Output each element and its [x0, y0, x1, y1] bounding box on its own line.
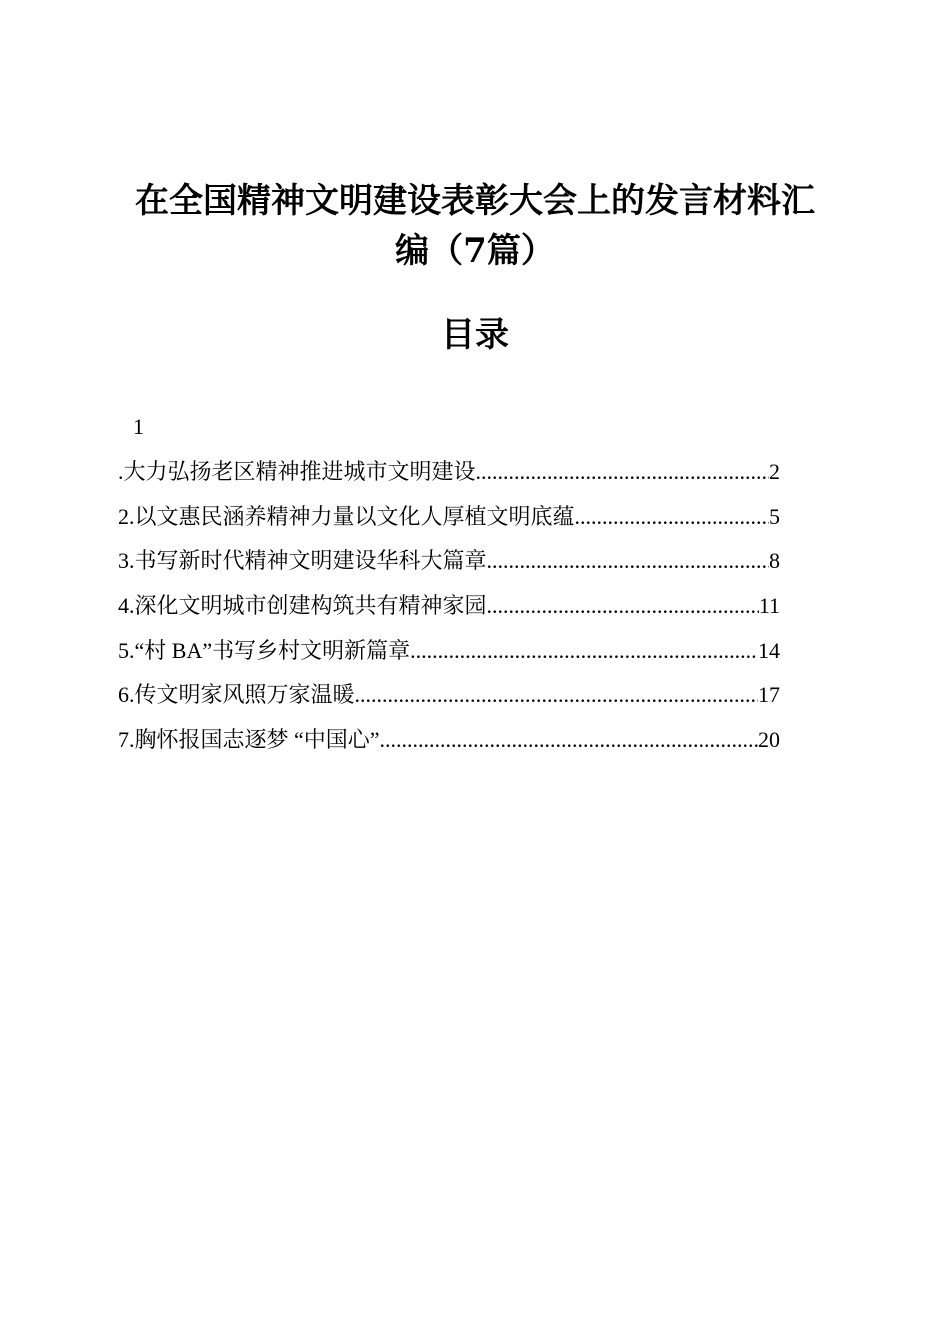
toc-heading: 目录 [441, 315, 509, 355]
toc-item-label: 4.深化文明城市创建构筑共有精神家园 [118, 593, 487, 619]
toc-item-page: 11 [758, 593, 780, 619]
toc-item-label: 7.胸怀报国志逐梦 “中国心” [118, 727, 380, 753]
toc-item-page: 2 [769, 459, 780, 484]
toc-item-label: 2.以文惠民涵养精神力量以文化人厚植文明底蕴 [118, 503, 575, 529]
toc-item-5[interactable] [118, 631, 780, 676]
toc-item-1[interactable] [118, 452, 780, 497]
toc-item-page: 5 [769, 503, 780, 529]
toc-item-3[interactable] [118, 541, 780, 586]
toc-leader-dots [487, 541, 769, 581]
toc-leader-dots [476, 452, 769, 492]
toc-item-4[interactable] [118, 586, 780, 631]
toc-item-6[interactable] [118, 675, 780, 720]
toc-item-label: 6.传文明家风照万家温暖 [118, 682, 355, 708]
table-of-contents [118, 452, 780, 765]
toc-item-page: 20 [758, 727, 780, 753]
toc-leader-dots [380, 720, 758, 760]
document-title [110, 176, 840, 276]
toc-item-page: 8 [769, 548, 780, 574]
toc-item-2[interactable] [118, 497, 780, 542]
toc-leader-dots [355, 675, 758, 715]
document-title-line-1: 在全国精神文明建设表彰大会上的发言材料汇 [135, 181, 815, 221]
document-title-line-2: 编（7篇） [395, 231, 555, 271]
toc-item-7[interactable] [118, 720, 780, 765]
toc-stray-number: 1 [133, 414, 144, 439]
toc-leader-dots [487, 586, 759, 626]
toc-item-label: 3.书写新时代精神文明建设华科大篇章 [118, 548, 487, 574]
toc-leader-dots [575, 497, 769, 537]
toc-item-label: 5.“村 BA”书写乡村文明新篇章 [118, 637, 411, 663]
toc-item-page: 14 [758, 637, 780, 663]
toc-leader-dots [410, 631, 758, 671]
toc-item-label: .大力弘扬老区精神推进城市文明建设 [118, 459, 476, 484]
toc-item-page: 17 [758, 682, 780, 708]
